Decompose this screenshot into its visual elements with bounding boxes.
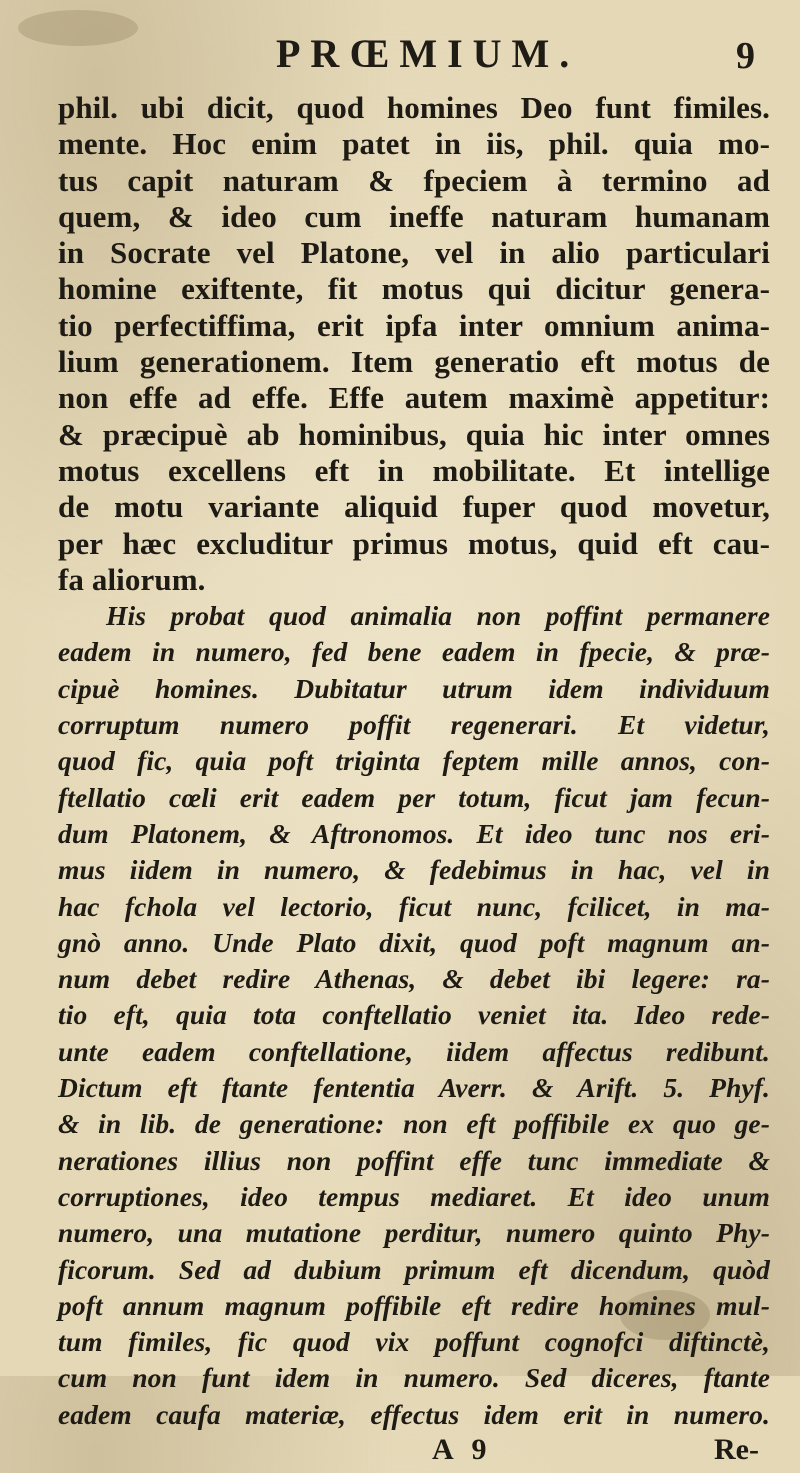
commentary-line: eadem in numero, fed bene eadem in fpecie, & præ-	[58, 636, 770, 668]
text-line: mente. Hoc enim patet in iis, phil. quia mo-	[58, 126, 770, 162]
commentary-line: gnò anno. Unde Plato dixit, quod poft magnum an-	[58, 926, 770, 958]
commentary-line: nerationes illius non poffint effe tunc immediate &	[58, 1144, 770, 1176]
running-head	[0, 22, 800, 82]
text-line: homine exiftente, fit motus qui dicitur genera-	[58, 271, 770, 307]
text-line: non effe ad effe. Effe autem maximè appetitur:	[58, 380, 770, 416]
text-line: fa aliorum.	[58, 561, 206, 597]
commentary-line: Dictum eft ftante fententia Averr. & Arift. 5. Phyf.	[58, 1072, 770, 1104]
signature-mark: A 9	[432, 1432, 493, 1466]
page-footer	[58, 1433, 770, 1473]
page-number: 9	[736, 35, 755, 77]
commentary-line: tio eft, quia tota conftellatio veniet ita. Ideo rede-	[58, 999, 770, 1031]
commentary-line: hac fchola vel lectorio, ficut nunc, fcilicet, in ma-	[58, 890, 770, 922]
commentary-line: quod fic, quia poft triginta feptem mille annos, con-	[58, 745, 770, 777]
catchword: Re-	[714, 1432, 759, 1466]
text-line: tio perfectiffima, erit ipfa inter omnium anima-	[58, 307, 770, 343]
text-line: quem, & ideo cum ineffe naturam humanam	[58, 198, 770, 234]
text-line: & præcipuè ab hominibus, quia hic inter omnes	[58, 416, 770, 452]
commentary-line: mus iidem in numero, & fedebimus in hac, vel in	[58, 854, 770, 886]
commentary-line: corruptiones, ideo tempus mediaret. Et ideo unum	[58, 1180, 770, 1212]
commentary-line: cipuè homines. Dubitatur utrum idem individuum	[58, 672, 770, 704]
commentary-line: cum non funt idem in numero. Sed diceres, ftante	[58, 1362, 770, 1394]
text-line: tus capit naturam & fpeciem à termino ad	[58, 162, 770, 198]
commentary-line: unte eadem conftellatione, iidem affectus redibunt.	[58, 1035, 770, 1067]
commentary-line: ficorum. Sed ad dubium primum eft dicendum, quòd	[58, 1253, 770, 1285]
commentary-line: & in lib. de generatione: non eft poffibile ex quo ge-	[58, 1108, 770, 1140]
text-line: in Socrate vel Platone, vel in alio particulari	[58, 235, 770, 271]
commentary-line: His probat quod animalia non poffint permanere	[106, 600, 770, 632]
text-line: de motu variante aliquid fuper quod movetur,	[58, 489, 770, 525]
text-line: phil. ubi dicit, quod homines Deo funt fimiles.	[58, 90, 770, 125]
commentary-line: num debet redire Athenas, & debet ibi legere: ra-	[58, 963, 770, 995]
commentary-line: ftellatio cœli erit eadem per totum, ficut jam fecun-	[58, 781, 770, 813]
commentary-line: tum fimiles, fic quod vix poffunt cognofci diftinctè,	[58, 1326, 770, 1358]
commentary-line: eadem caufa materiæ, effectus idem erit in numero.	[58, 1398, 770, 1430]
text-line: per hæc excluditur primus motus, quid eft cau-	[58, 525, 770, 561]
commentary-line: numero, una mutatione perditur, numero quinto Phy-	[58, 1217, 770, 1249]
running-title: PRŒMIUM.	[276, 31, 580, 76]
commentary-line: corruptum numero poffit regenerari. Et videtur,	[58, 709, 770, 741]
text-line: lium generationem. Item generatio eft motus de	[58, 344, 770, 380]
body-text	[58, 90, 770, 1473]
commentary-line: poft annum magnum poffibile eft redire homines mul-	[58, 1289, 770, 1321]
commentary-line: dum Platonem, & Aftronomos. Et ideo tunc nos eri-	[58, 817, 770, 849]
text-line: motus excellens eft in mobilitate. Et intellige	[58, 452, 770, 488]
